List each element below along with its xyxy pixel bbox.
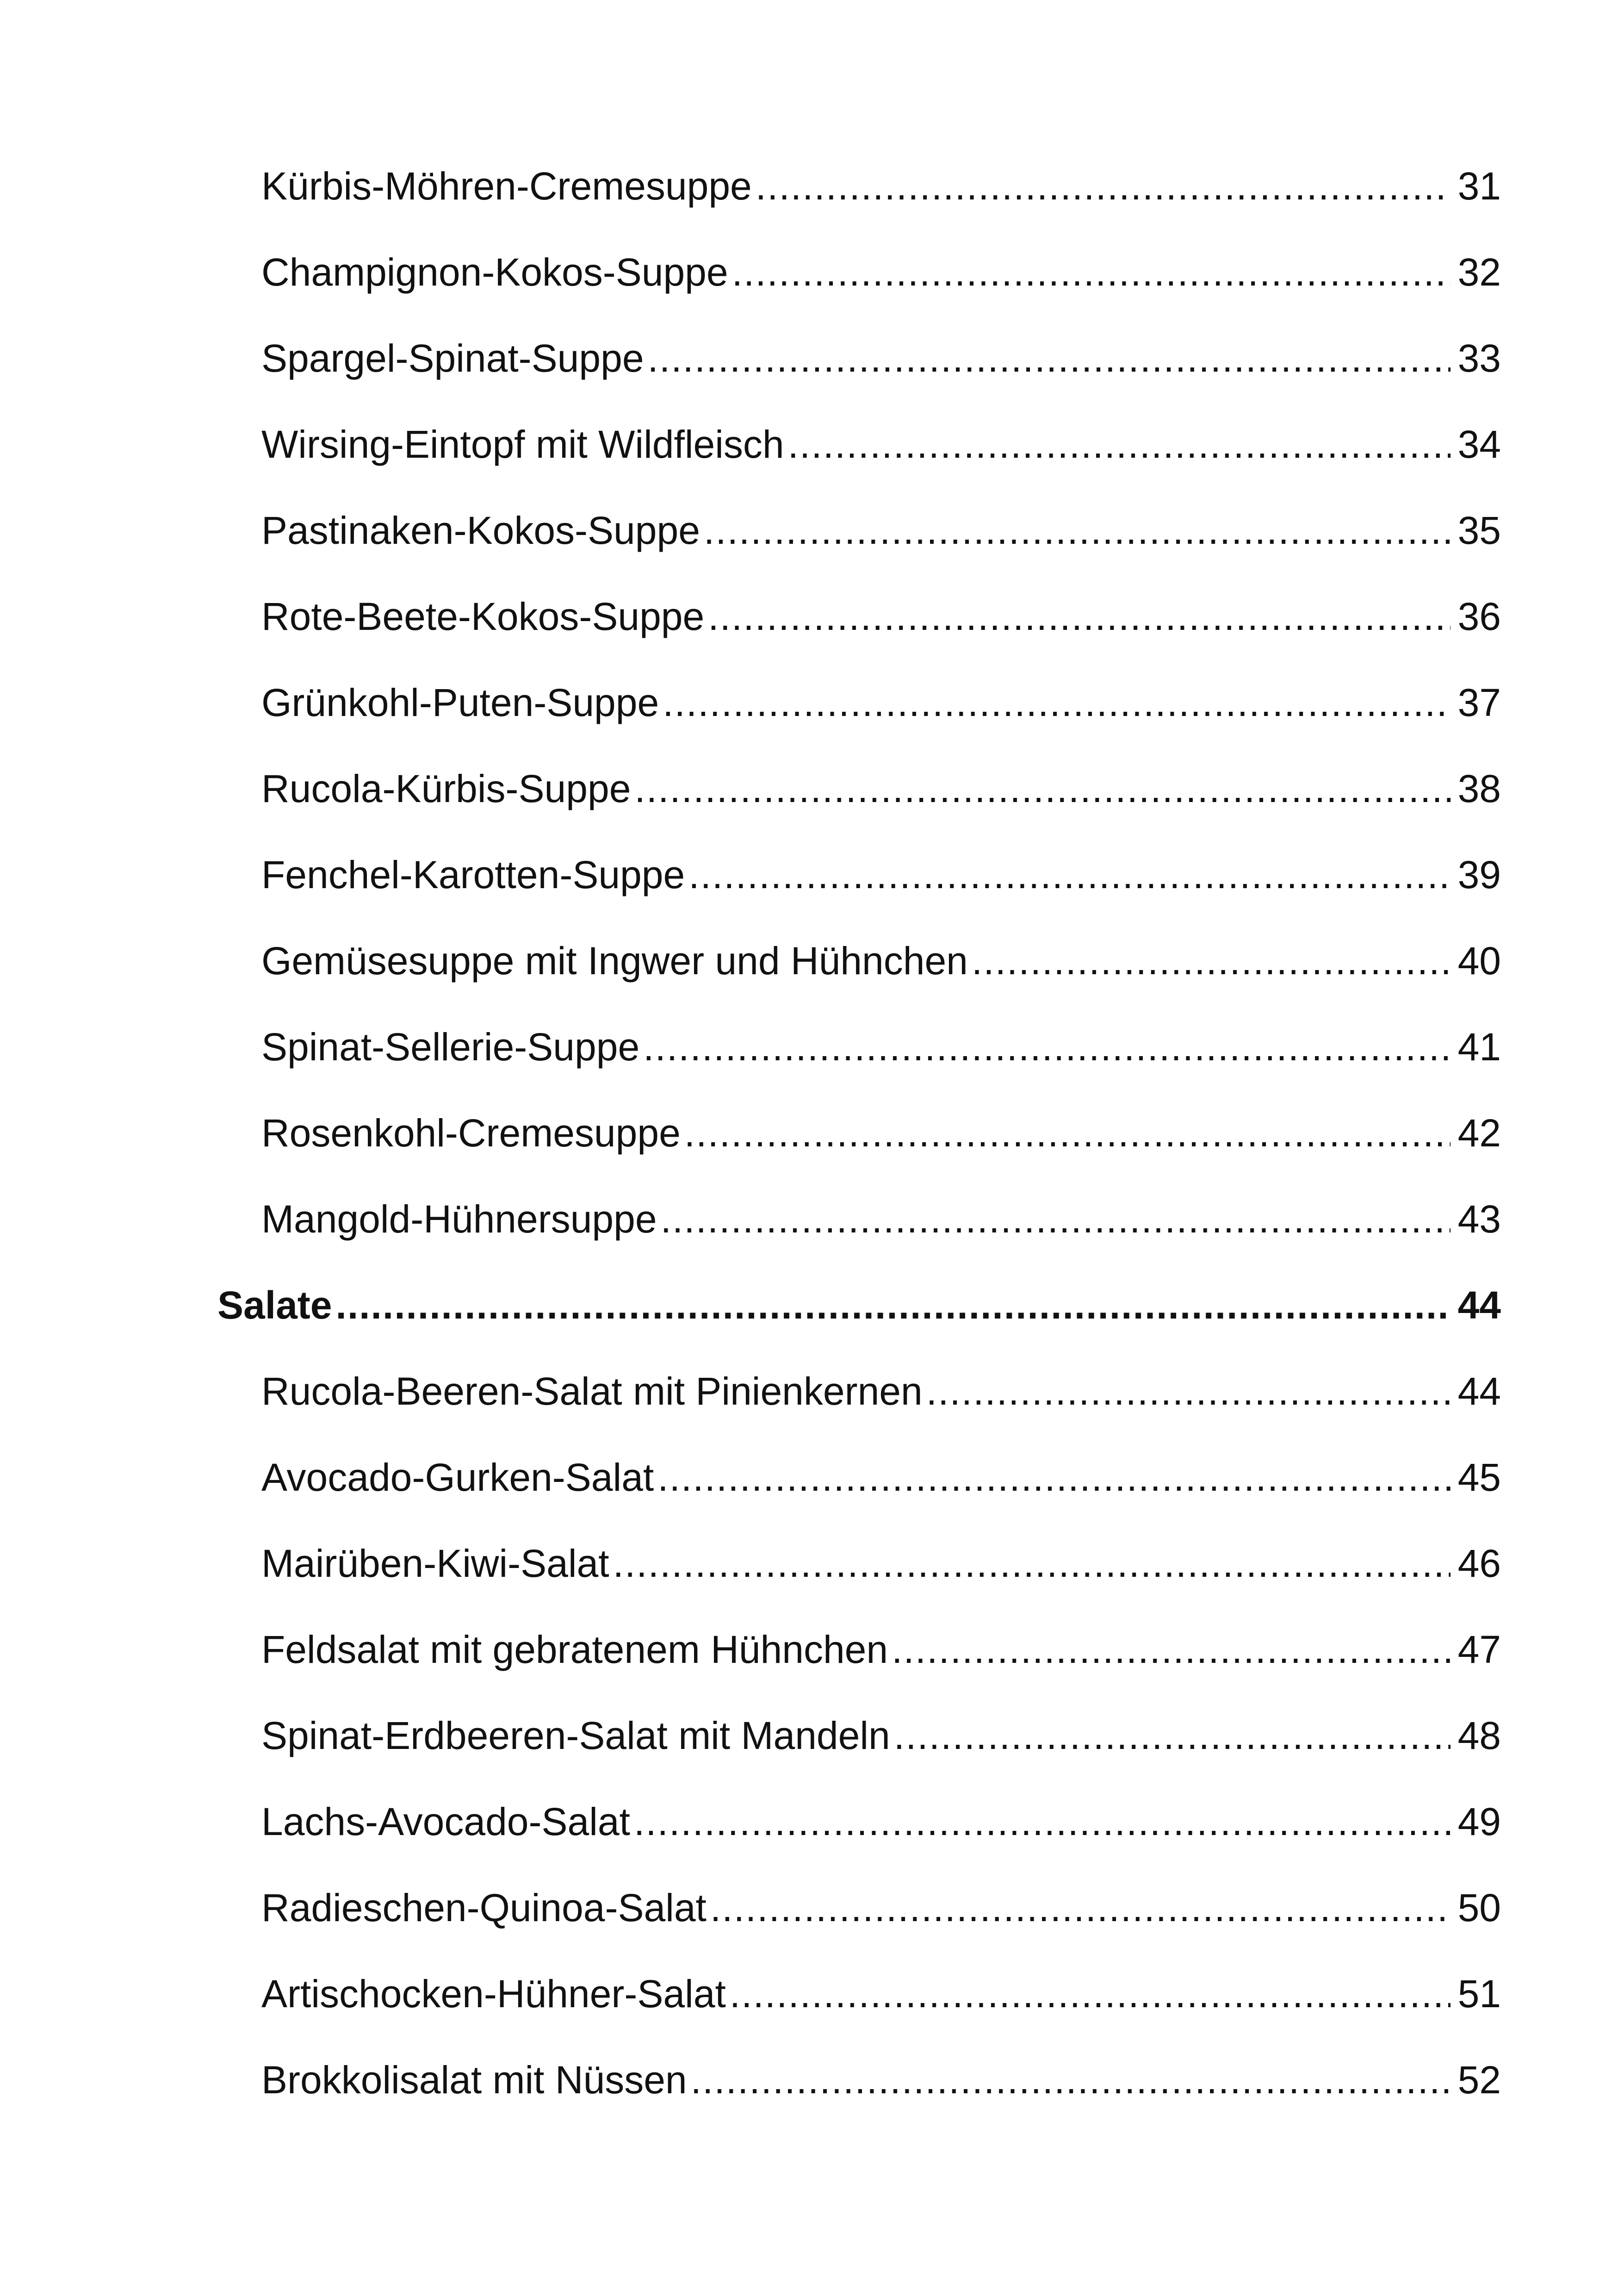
toc-leader-dots — [710, 1880, 1451, 1935]
toc-entry[interactable] — [0, 403, 1618, 472]
toc-entry-page: 52 — [1457, 2058, 1501, 2102]
toc-leader-dots — [691, 2052, 1451, 2108]
toc-leader-dots — [613, 1536, 1451, 1591]
toc-entry[interactable] — [0, 1436, 1618, 1505]
toc-entry-page: 32 — [1457, 250, 1501, 294]
toc-entry[interactable] — [0, 1005, 1618, 1075]
toc-leader-dots — [688, 847, 1450, 902]
toc-leader-dots — [732, 244, 1451, 300]
toc-leader-dots — [634, 761, 1450, 816]
toc-entry-title: Mairüben-Kiwi-Salat — [261, 1542, 609, 1585]
toc-entry-page: 36 — [1457, 595, 1501, 638]
toc-entry[interactable] — [0, 1522, 1618, 1591]
toc-entry[interactable] — [0, 919, 1618, 989]
toc-entry[interactable] — [0, 2038, 1618, 2108]
toc-entry-title: Lachs-Avocado-Salat — [261, 1800, 630, 1843]
toc-entry[interactable] — [0, 575, 1618, 644]
toc-leader-dots — [634, 1794, 1451, 1849]
toc-entry-title: Spinat-Erdbeeren-Salat mit Mandeln — [261, 1714, 890, 1757]
toc-leader-dots — [894, 1708, 1451, 1763]
toc-entry-title: Avocado-Gurken-Salat — [261, 1456, 654, 1499]
toc-entry-page: 33 — [1457, 336, 1501, 380]
toc-leader-dots — [892, 1622, 1450, 1677]
toc-entry[interactable] — [0, 1694, 1618, 1763]
toc-entry[interactable] — [0, 1780, 1618, 1849]
toc-entry-page: 38 — [1457, 767, 1501, 810]
toc-leader-dots — [972, 933, 1451, 989]
toc-leader-dots — [648, 330, 1451, 386]
toc-entry-page: 49 — [1457, 1800, 1501, 1843]
toc-leader-dots — [684, 1105, 1451, 1161]
toc-entry-page: 48 — [1457, 1714, 1501, 1757]
toc-entry[interactable] — [0, 833, 1618, 902]
toc-leader-dots — [708, 589, 1450, 644]
toc-entry-title: Rote-Beete-Kokos-Suppe — [261, 595, 705, 638]
toc-section-page: 44 — [1457, 1283, 1501, 1327]
toc-entry[interactable] — [0, 1177, 1618, 1247]
toc-entry-title: Rucola-Beeren-Salat mit Pinienkernen — [261, 1369, 923, 1413]
toc-entry-title: Pastinaken-Kokos-Suppe — [261, 509, 700, 552]
toc-entry-title: Rosenkohl-Cremesuppe — [261, 1111, 681, 1155]
toc-leader-dots — [336, 1277, 1451, 1333]
toc-leader-dots — [643, 1019, 1450, 1075]
toc-entry-title: Rucola-Kürbis-Suppe — [261, 767, 631, 810]
toc-leader-dots — [661, 1191, 1451, 1247]
toc-entry-title: Spinat-Sellerie-Suppe — [261, 1025, 640, 1069]
toc-entry-page: 31 — [1457, 164, 1501, 208]
toc-entry-page: 44 — [1457, 1369, 1501, 1413]
toc-leader-dots — [663, 675, 1450, 730]
toc-leader-dots — [704, 503, 1451, 558]
toc-entry-page: 51 — [1457, 1972, 1501, 2016]
toc-entry-title: Fenchel-Karotten-Suppe — [261, 853, 685, 896]
toc-entry-page: 34 — [1457, 423, 1501, 466]
toc-entry[interactable] — [0, 747, 1618, 816]
toc-entry-title: Feldsalat mit gebratenem Hühnchen — [261, 1628, 888, 1671]
toc-entry[interactable] — [0, 1350, 1618, 1419]
toc-entry[interactable] — [0, 1866, 1618, 1935]
toc-entry-title: Gemüsesuppe mit Ingwer und Hühnchen — [261, 939, 968, 983]
toc-section-heading[interactable] — [0, 1263, 1618, 1333]
toc-entry[interactable] — [0, 489, 1618, 558]
toc-leader-dots — [756, 158, 1451, 214]
toc-entry-page: 41 — [1457, 1025, 1501, 1069]
toc-entry[interactable] — [0, 144, 1618, 214]
toc-section-title: Salate — [217, 1283, 332, 1327]
toc-entry-page: 46 — [1457, 1542, 1501, 1585]
toc-entry-title: Artischocken-Hühner-Salat — [261, 1972, 726, 2016]
toc-entry[interactable] — [0, 230, 1618, 300]
toc-entry-title: Kürbis-Möhren-Cremesuppe — [261, 164, 752, 208]
toc-entry-title: Champignon-Kokos-Suppe — [261, 250, 728, 294]
toc-entry-page: 40 — [1457, 939, 1501, 983]
toc-leader-dots — [730, 1966, 1451, 2022]
toc-entry-title: Mangold-Hühnersuppe — [261, 1197, 657, 1241]
toc-entry-title: Brokkolisalat mit Nüssen — [261, 2058, 687, 2102]
toc-leader-dots — [657, 1450, 1450, 1505]
toc-entry-title: Spargel-Spinat-Suppe — [261, 336, 644, 380]
toc-entry-title: Radieschen-Quinoa-Salat — [261, 1886, 707, 1929]
toc-entry-page: 45 — [1457, 1456, 1501, 1499]
toc-entry-page: 47 — [1457, 1628, 1501, 1671]
toc-leader-dots — [926, 1363, 1451, 1419]
toc-entry-page: 50 — [1457, 1886, 1501, 1929]
toc-entry-page: 43 — [1457, 1197, 1501, 1241]
toc-entry-page: 42 — [1457, 1111, 1501, 1155]
toc-entry-page: 39 — [1457, 853, 1501, 896]
toc-entry-page: 35 — [1457, 509, 1501, 552]
toc-entry-title: Grünkohl-Puten-Suppe — [261, 681, 659, 724]
toc-entry-title: Wirsing-Eintopf mit Wildfleisch — [261, 423, 784, 466]
toc-entry[interactable] — [0, 1091, 1618, 1161]
toc-leader-dots — [788, 417, 1451, 472]
toc-entry-page: 37 — [1457, 681, 1501, 724]
toc-entry[interactable] — [0, 661, 1618, 730]
toc-entry[interactable] — [0, 1952, 1618, 2022]
toc-entry[interactable] — [0, 1608, 1618, 1677]
toc-entry[interactable] — [0, 317, 1618, 386]
